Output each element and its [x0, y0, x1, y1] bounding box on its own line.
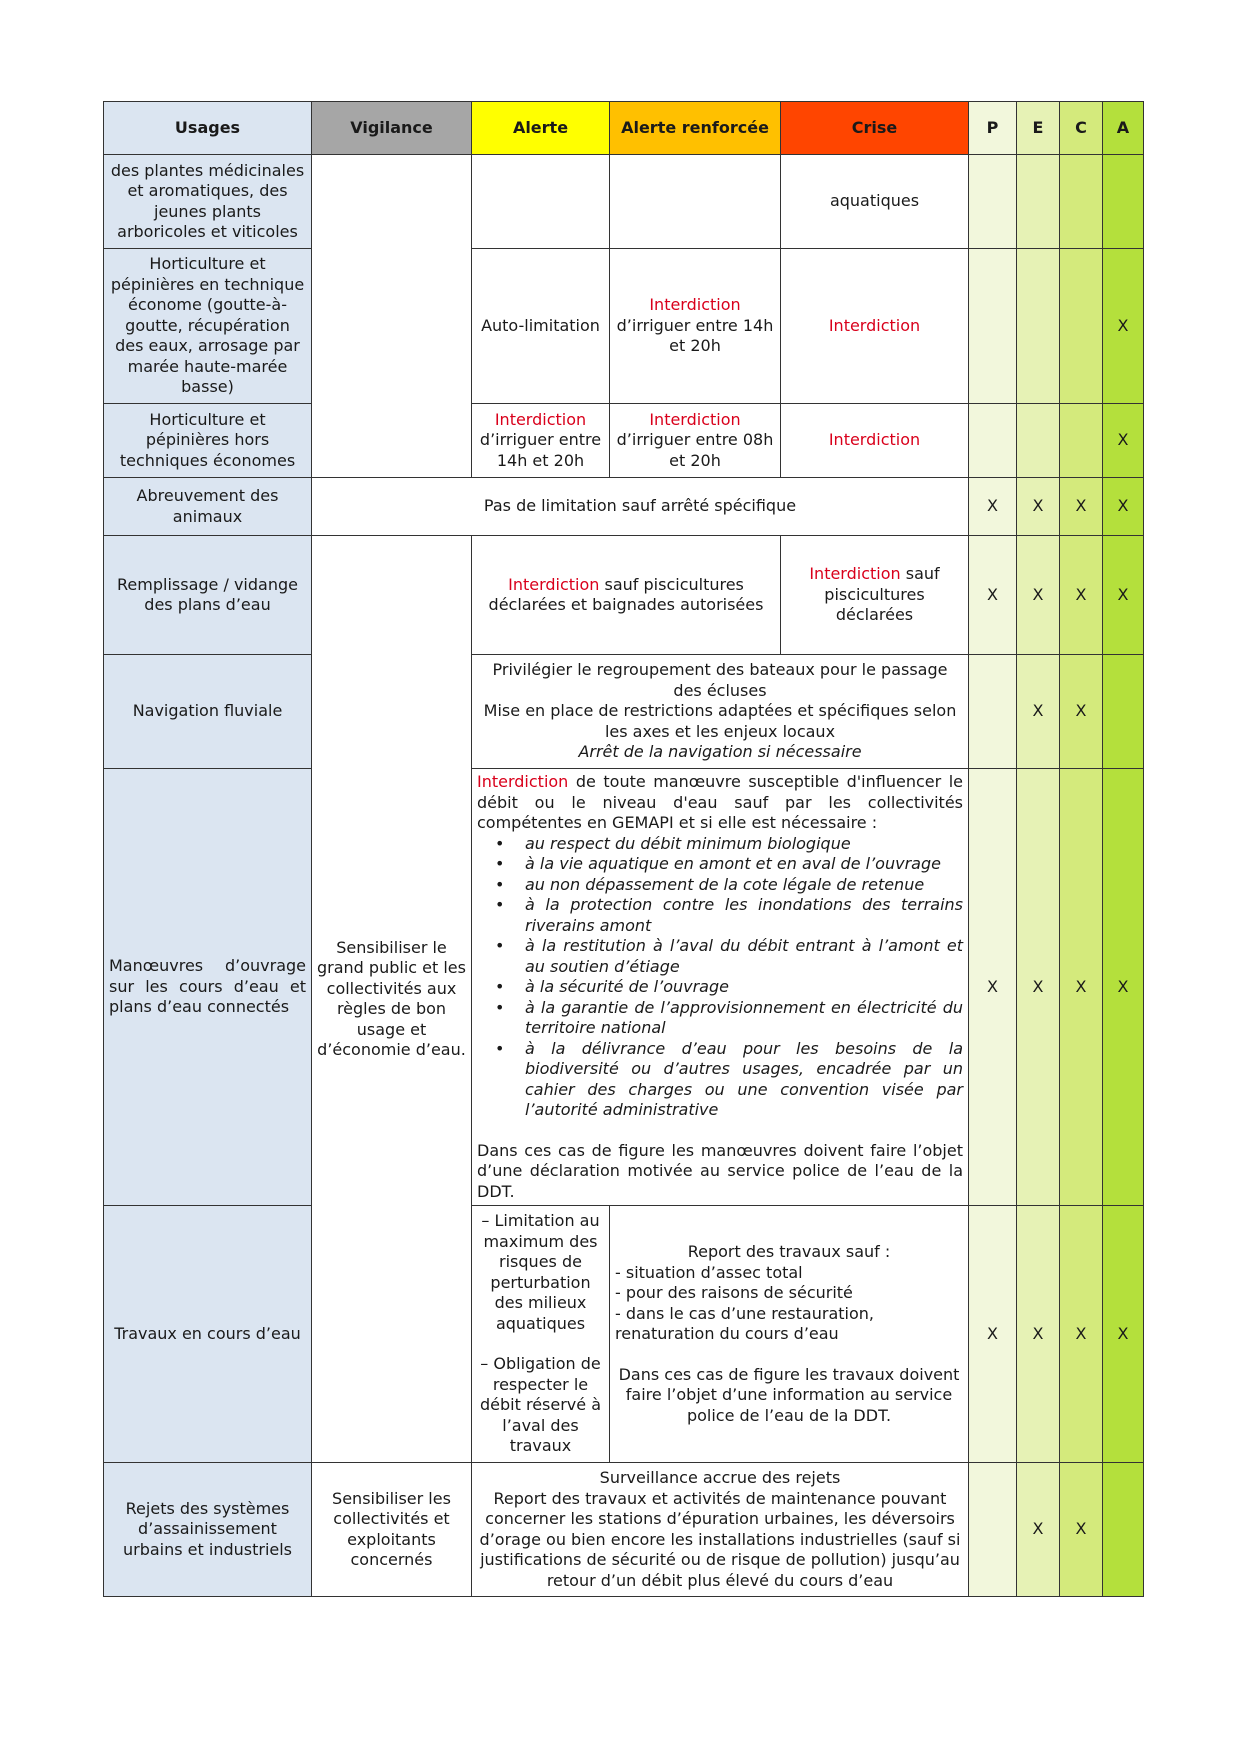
list-item: • à la sécurité de l’ouvrage — [525, 977, 963, 998]
c-cell: X — [1060, 1206, 1103, 1463]
table-row — [104, 478, 1144, 536]
p-cell — [969, 655, 1017, 769]
restrictions-table — [103, 101, 1144, 1597]
report-item: - situation d’assec total — [615, 1262, 803, 1282]
c-cell: X — [1060, 1463, 1103, 1597]
usage-cell: Abreuvement des animaux — [104, 478, 312, 536]
p-cell: X — [969, 1206, 1017, 1463]
e-cell: X — [1017, 536, 1060, 655]
merged-measure-cell — [472, 1463, 969, 1597]
conditions-list — [477, 834, 963, 1121]
interdiction-label: Interdiction — [649, 295, 741, 315]
alerte-renforcee-cell — [610, 155, 781, 249]
e-cell — [1017, 404, 1060, 478]
e-cell: X — [1017, 1463, 1060, 1597]
crise-cell: aquatiques — [781, 155, 969, 249]
table-row — [104, 404, 1144, 478]
header-row — [104, 102, 1144, 155]
usage-cell: Horticulture et pépinières hors techniques économes — [104, 404, 312, 478]
table-row — [104, 769, 1144, 1206]
vigilance-cell: Sensibiliser les collectivités et exploitants concernés — [312, 1463, 472, 1597]
vigilance-merged-cell: Sensibiliser le grand public et les collectivités aux règles de bon usage et d’économie d’eau. — [312, 536, 472, 1463]
rejets-line: Surveillance accrue des rejets — [599, 1468, 841, 1487]
list-item: • à la délivrance d’eau pour les besoins de la biodiversité ou d’autres usages, encadrée par un cahier des charges ou une convention visée par l’autorité administrative — [525, 1039, 963, 1121]
usage-cell: Rejets des systèmes d’assainissement urbains et industriels — [104, 1463, 312, 1597]
list-item: • à la protection contre les inondations des terrains riverains amont — [525, 895, 963, 936]
c-cell: X — [1060, 769, 1103, 1206]
c-cell — [1060, 404, 1103, 478]
table-row — [104, 1206, 1144, 1463]
header-p: P — [969, 102, 1017, 155]
restriction-text: sauf piscicultures déclarées et baignades autorisées — [488, 574, 764, 614]
interdiction-label: Interdiction — [809, 564, 901, 584]
navigation-line: Mise en place de restrictions adaptées et spécifiques selon les axes et les enjeux locaux — [483, 701, 957, 741]
merged-measure-cell — [472, 655, 969, 769]
usage-cell: Remplissage / vidange des plans d’eau — [104, 536, 312, 655]
alerte-cell — [472, 155, 610, 249]
table-row — [104, 1463, 1144, 1597]
report-title: Report des travaux sauf : — [687, 1242, 891, 1261]
table-row — [104, 249, 1144, 404]
p-cell — [969, 155, 1017, 249]
navigation-line: Arrêt de la navigation si nécessaire — [578, 742, 862, 762]
header-e: E — [1017, 102, 1060, 155]
crise-cell — [781, 404, 969, 478]
a-cell: X — [1103, 404, 1144, 478]
alerte-renforcee-cell — [610, 404, 781, 478]
p-cell — [969, 404, 1017, 478]
alerte-text: – Limitation au maximum des risques de perturbation des milieux aquatiques — [481, 1211, 600, 1333]
list-item: • au respect du débit minimum biologique — [525, 834, 963, 855]
e-cell — [1017, 155, 1060, 249]
e-cell: X — [1017, 655, 1060, 769]
a-cell — [1103, 155, 1144, 249]
restriction-text: d’irriguer entre 08h et 20h — [616, 430, 774, 470]
p-cell: X — [969, 769, 1017, 1206]
report-outro: Dans ces cas de figure les travaux doivent faire l’objet d’une information au service police de l’eau de la DDT. — [618, 1364, 960, 1425]
alerte-cell — [472, 1206, 610, 1463]
navigation-line: Privilégier le regroupement des bateaux pour le passage des écluses — [492, 660, 948, 700]
restriction-text: d’irriguer entre 14h et 20h — [479, 430, 602, 470]
a-cell: X — [1103, 769, 1144, 1206]
table-row — [104, 655, 1144, 769]
a-cell: X — [1103, 249, 1144, 404]
p-cell — [969, 249, 1017, 404]
alerte-text: – Obligation de respecter le débit réservé à l’aval des travaux — [480, 1354, 601, 1456]
interdiction-label: Interdiction — [828, 315, 921, 335]
a-cell — [1103, 1463, 1144, 1597]
crise-cell — [781, 249, 969, 404]
header-crise: Crise — [781, 102, 969, 155]
a-cell — [1103, 655, 1144, 769]
merged-measure-cell: Pas de limitation sauf arrêté spécifique — [312, 478, 969, 536]
table-row — [104, 155, 1144, 249]
header-usages: Usages — [104, 102, 312, 155]
a-cell: X — [1103, 536, 1144, 655]
e-cell: X — [1017, 478, 1060, 536]
rejets-line: Report des travaux et activités de maintenance pouvant concerner les stations d’épuration urbaines, les déversoirs d’orage ou bien encore les installations industrielles (sauf si justifications de sécurité ou de risque de pollution) jusqu’au retour d’un débit plus élevé du cours d’eau — [479, 1488, 961, 1590]
vigilance-cell — [312, 155, 472, 478]
manoeuvre-intro — [477, 772, 963, 834]
list-item: • à la garantie de l’approvisionnement en électricité du territoire national — [525, 998, 963, 1039]
report-item: - dans le cas d’une restauration, renaturation du cours d’eau — [615, 1303, 874, 1343]
crise-cell — [781, 536, 969, 655]
e-cell: X — [1017, 769, 1060, 1206]
list-item: • au non dépassement de la cote légale de retenue — [525, 875, 963, 896]
usage-cell: Horticulture et pépinières en technique économe (goutte-à-goutte, récupération des eaux, arrosage par marée haute-marée basse) — [104, 249, 312, 404]
restriction-text: sauf piscicultures déclarées — [824, 564, 940, 625]
report-item: - pour des raisons de sécurité — [615, 1283, 853, 1302]
table-row — [104, 536, 1144, 655]
interdiction-label: Interdiction — [508, 574, 600, 594]
list-item: • à la vie aquatique en amont et en aval de l’ouvrage — [525, 854, 963, 875]
header-alerte-renforcee: Alerte renforcée — [610, 102, 781, 155]
c-cell: X — [1060, 655, 1103, 769]
header-vigilance: Vigilance — [312, 102, 472, 155]
a-cell: X — [1103, 478, 1144, 536]
usage-cell: Travaux en cours d’eau — [104, 1206, 312, 1463]
header-c: C — [1060, 102, 1103, 155]
alerte-cell: Auto-limitation — [472, 249, 610, 404]
c-cell — [1060, 249, 1103, 404]
list-item: • à la restitution à l’aval du débit entrant à l’amont et au soutien d’étiage — [525, 936, 963, 977]
alerte-renforcee-merged-cell — [472, 536, 781, 655]
intro-text: de toute manœuvre susceptible d'influencer le débit ou le niveau d'eau sauf par les collectivités compétentes en GEMAPI et si elle est nécessaire : — [477, 772, 963, 832]
c-cell: X — [1060, 478, 1103, 536]
c-cell: X — [1060, 536, 1103, 655]
p-cell: X — [969, 536, 1017, 655]
p-cell — [969, 1463, 1017, 1597]
header-a: A — [1103, 102, 1144, 155]
interdiction-label: Interdiction — [649, 409, 741, 429]
restriction-text: d’irriguer entre 14h et 20h — [616, 315, 774, 356]
e-cell: X — [1017, 1206, 1060, 1463]
e-cell — [1017, 249, 1060, 404]
alerte-cell — [472, 404, 610, 478]
interdiction-label: Interdiction — [477, 772, 569, 791]
merged-measure-cell — [472, 769, 969, 1206]
usage-cell: Navigation fluviale — [104, 655, 312, 769]
usage-cell: des plantes médicinales et aromatiques, des jeunes plants arboricoles et viticoles — [104, 155, 312, 249]
manoeuvre-outro: Dans ces cas de figure les manœuvres doivent faire l’objet d’une déclaration motivée au service police de l’eau de la DDT. — [477, 1140, 963, 1201]
interdiction-label: Interdiction — [494, 409, 587, 429]
header-alerte: Alerte — [472, 102, 610, 155]
p-cell: X — [969, 478, 1017, 536]
interdiction-label: Interdiction — [828, 430, 921, 450]
alerte-renforcee-cell — [610, 249, 781, 404]
a-cell: X — [1103, 1206, 1144, 1463]
c-cell — [1060, 155, 1103, 249]
report-travaux-cell — [610, 1206, 969, 1463]
usage-cell: Manœuvres d’ouvrage sur les cours d’eau et plans d’eau connectés — [104, 769, 312, 1206]
